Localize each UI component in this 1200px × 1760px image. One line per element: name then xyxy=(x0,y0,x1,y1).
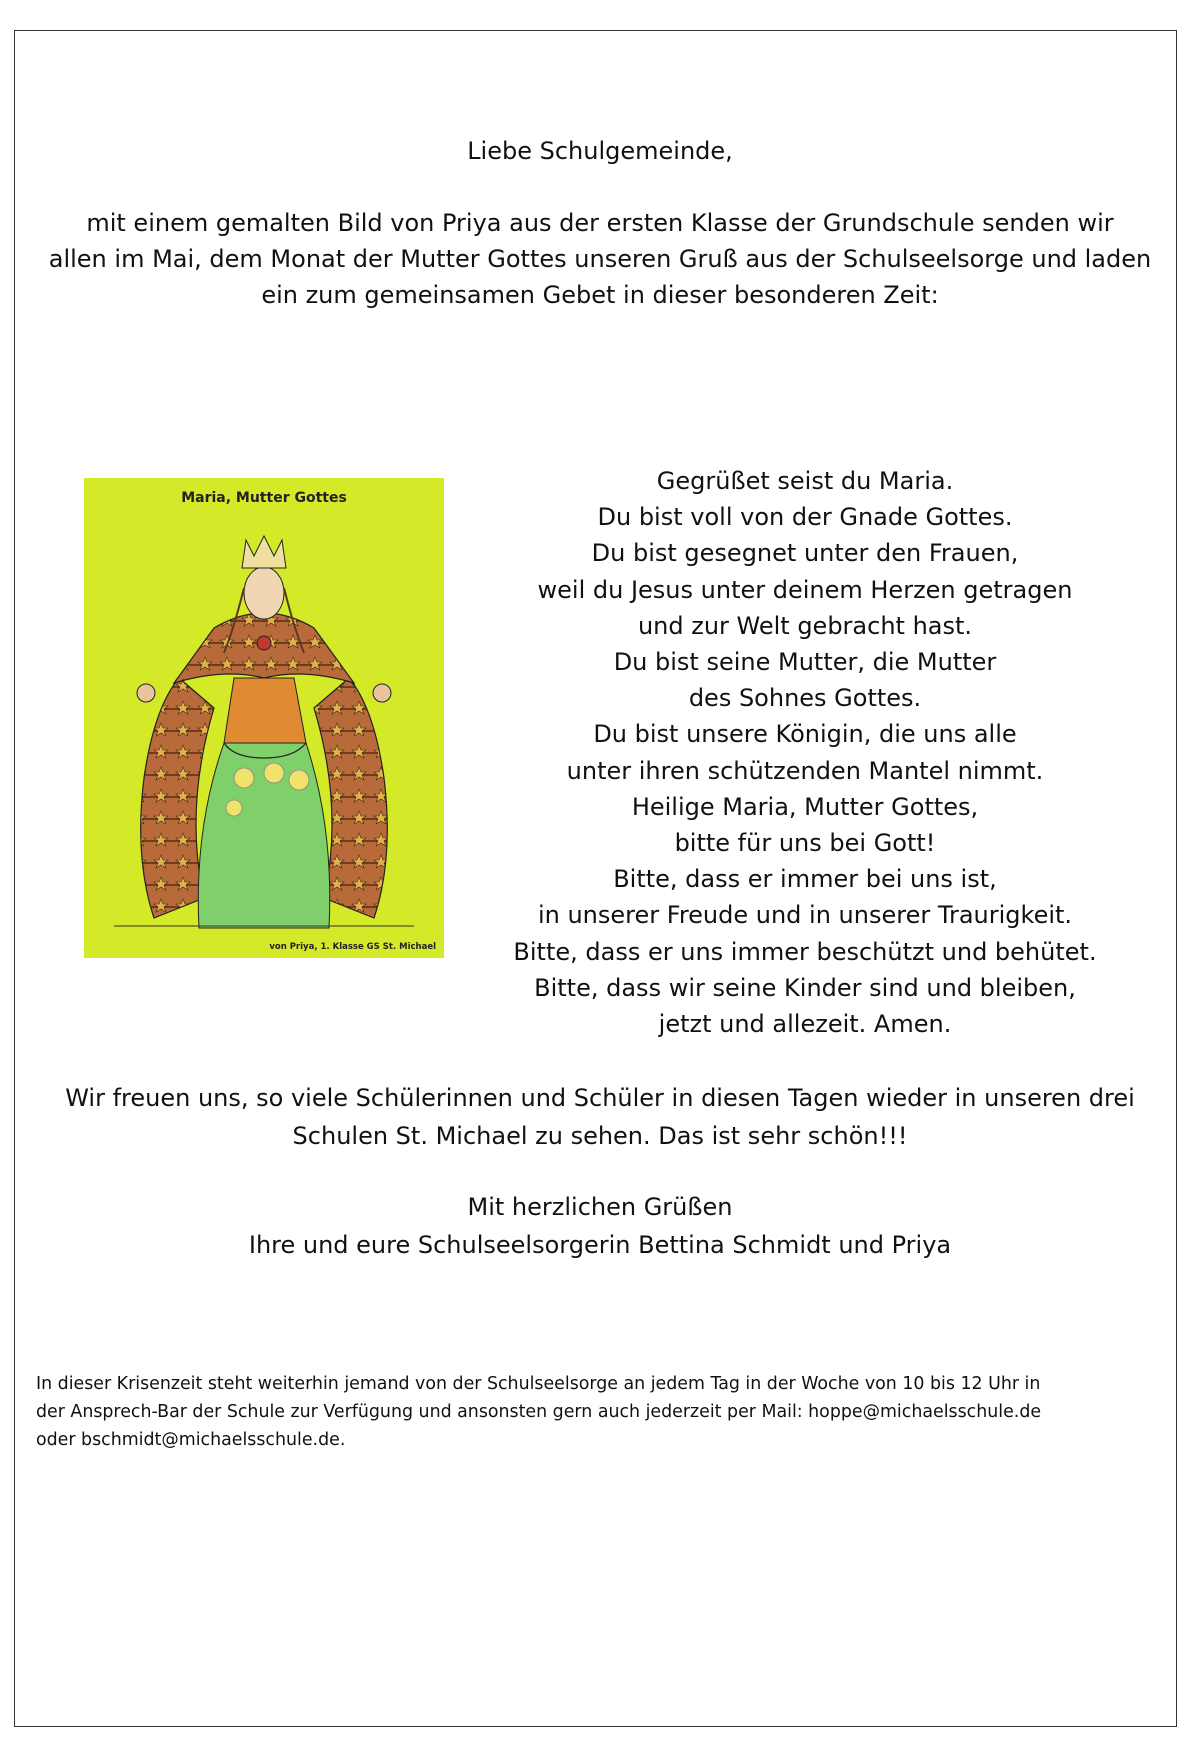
closing-line: Wir freuen uns, so viele Schülerinnen und Schüler in diesen Tagen wieder in unseren drei xyxy=(65,1084,1135,1112)
prayer-line: unter ihren schützenden Mantel nimmt. xyxy=(566,756,1044,785)
signoff xyxy=(0,1188,1200,1264)
footnote-line: der Ansprech-Bar der Schule zur Verfügung und ansonsten gern auch jederzeit per Mail: hoppe@michaelsschule.de xyxy=(36,1402,1042,1422)
signoff-line: Ihre und eure Schulseelsorgerin Bettina Schmidt und Priya xyxy=(248,1231,952,1259)
footnote-line: oder bschmidt@michaelsschule.de. xyxy=(36,1430,346,1450)
drawing-credit: von Priya, 1. Klasse GS St. Michael xyxy=(269,942,436,952)
drawing-title: Maria, Mutter Gottes xyxy=(181,490,347,506)
signoff-line: Mit herzlichen Grüßen xyxy=(467,1193,733,1221)
child-drawing-mary xyxy=(84,478,444,958)
prayer-line: Du bist seine Mutter, die Mutter xyxy=(613,648,997,677)
prayer-line: Bitte, dass wir seine Kinder sind und bleiben, xyxy=(534,973,1076,1002)
prayer-line: in unserer Freude und in unserer Traurigkeit. xyxy=(537,901,1073,930)
prayer-text xyxy=(465,463,1145,1042)
prayer-line: und zur Welt gebracht hast. xyxy=(637,611,973,640)
prayer-line: Du bist voll von der Gnade Gottes. xyxy=(597,503,1013,532)
footnote xyxy=(36,1370,1166,1454)
greeting: Liebe Schulgemeinde, xyxy=(467,137,733,165)
intro-line: mit einem gemalten Bild von Priya aus der ersten Klasse der Grundschule senden wir xyxy=(86,209,1114,237)
prayer-line: weil du Jesus unter deinem Herzen getragen xyxy=(537,575,1073,604)
prayer-line: Bitte, dass er uns immer beschützt und behütet. xyxy=(513,937,1097,966)
prayer-line: Du bist gesegnet unter den Frauen, xyxy=(591,539,1019,568)
prayer-line: Du bist unsere Königin, die uns alle xyxy=(593,720,1017,749)
closing-line: Schulen St. Michael zu sehen. Das ist sehr schön!!! xyxy=(292,1122,908,1150)
intro-line: allen im Mai, dem Monat der Mutter Gottes unseren Gruß aus der Schulseelsorge und laden xyxy=(48,245,1152,273)
closing-paragraph xyxy=(0,1079,1200,1155)
prayer-line: Bitte, dass er immer bei uns ist, xyxy=(613,865,997,894)
prayer-line: Heilige Maria, Mutter Gottes, xyxy=(631,792,979,821)
intro-paragraph xyxy=(0,205,1200,313)
prayer-line: bitte für uns bei Gott! xyxy=(674,829,936,858)
drawing-illustration xyxy=(84,478,444,958)
prayer-line: Gegrüßet seist du Maria. xyxy=(656,467,954,495)
prayer-line: jetzt und allezeit. Amen. xyxy=(658,1010,952,1039)
prayer-line: des Sohnes Gottes. xyxy=(688,684,922,713)
intro-line: ein zum gemeinsamen Gebet in dieser besonderen Zeit: xyxy=(261,281,939,309)
footnote-line: In dieser Krisenzeit steht weiterhin jemand von der Schulseelsorge an jedem Tag in der Woche von 10 bis 12 Uhr in xyxy=(36,1374,1041,1394)
